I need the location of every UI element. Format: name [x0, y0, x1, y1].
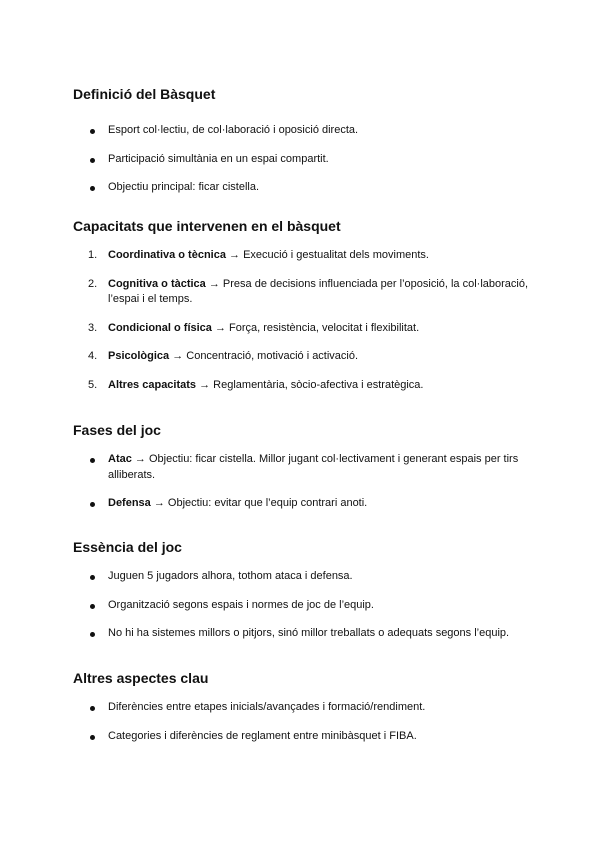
item-term: Atac [108, 453, 132, 465]
bullet-icon [90, 502, 95, 507]
bullet-icon [90, 706, 95, 711]
section-definicio [73, 86, 543, 196]
list-item: 3. Condicional o física → Força, resistència, velocitat i flexibilitat. [73, 321, 543, 337]
item-term: Altres capacitats [108, 378, 197, 391]
bullet-icon [90, 604, 95, 609]
list-item: Organització segons espais i normes de joc de l’equip. [73, 598, 543, 614]
list-item: Atac → Objectiu: ficar cistella. Millor jugant col·lectivament i generant espais per tirs alliberats. [73, 452, 543, 483]
item-term: Condicional o física [108, 321, 212, 334]
list-item: 2. Cognitiva o tàctica → Presa de decisions influenciada per l’oposició, la col·laboració, l’espai i el temps. [88, 277, 529, 305]
list-item: Defensa → Objectiu: evitar que l’equip contrari anoti. [73, 496, 543, 512]
list-item: 4. Psicològica → Concentració, motivació i activació. [73, 349, 543, 365]
section-capacitats [73, 218, 543, 393]
item-number: 1. [88, 249, 98, 261]
list-item: Categories i diferències de reglament entre minibàsquet i FIBA. [73, 729, 543, 745]
list-item: Juguen 5 jugadors alhora, tothom ataca i defensa. [73, 569, 543, 585]
bullet-list [73, 569, 543, 642]
list-item: Esport col·lectiu, de col·laboració i oposició directa. [73, 123, 543, 139]
numbered-list [73, 248, 543, 393]
section-title: Definició del Bàsquet [73, 86, 216, 102]
section-title: Fases del joc [73, 422, 161, 438]
section-fases [73, 422, 543, 512]
section-title: Essència del joc [73, 539, 182, 555]
list-item: 5. Altres capacitats → Reglamentària, sòcio-afectiva i estratègica. [73, 378, 543, 394]
item-number: 4. [88, 350, 98, 362]
item-term: Coordinativa o tècnica [108, 249, 226, 261]
section-essencia [73, 539, 543, 642]
bullet-icon [90, 186, 95, 191]
list-item: Participació simultània en un espai compartit. [73, 152, 543, 168]
bullet-list [73, 452, 543, 512]
item-number: 2. [88, 277, 98, 290]
item-term: Cognitiva o tàctica [108, 277, 206, 290]
item-number: 5. [88, 378, 98, 391]
bullet-icon [90, 575, 95, 580]
item-number: 3. [88, 321, 98, 334]
bullet-icon [90, 129, 95, 134]
list-item: No hi ha sistemes millors o pitjors, sinó millor treballats o adequats segons l’equip. [73, 626, 543, 642]
item-term: Psicològica [108, 350, 170, 362]
list-item: Diferències entre etapes inicials/avançades i formació/rendiment. [73, 700, 543, 716]
bullet-icon [90, 458, 95, 463]
bullet-icon [90, 158, 95, 163]
bullet-icon [90, 735, 95, 740]
section-title: Altres aspectes clau [73, 670, 209, 686]
item-term: Defensa [108, 497, 151, 509]
list-item: Objectiu principal: ficar cistella. [73, 180, 543, 196]
bullet-list [73, 123, 543, 196]
bullet-icon [90, 632, 95, 637]
section-altres-aspectes [73, 670, 543, 744]
bullet-list [73, 700, 543, 744]
list-item: 1. Coordinativa o tècnica → Execució i gestualitat dels moviments. [73, 248, 543, 264]
section-title: Capacitats que intervenen en el bàsquet [73, 218, 341, 234]
